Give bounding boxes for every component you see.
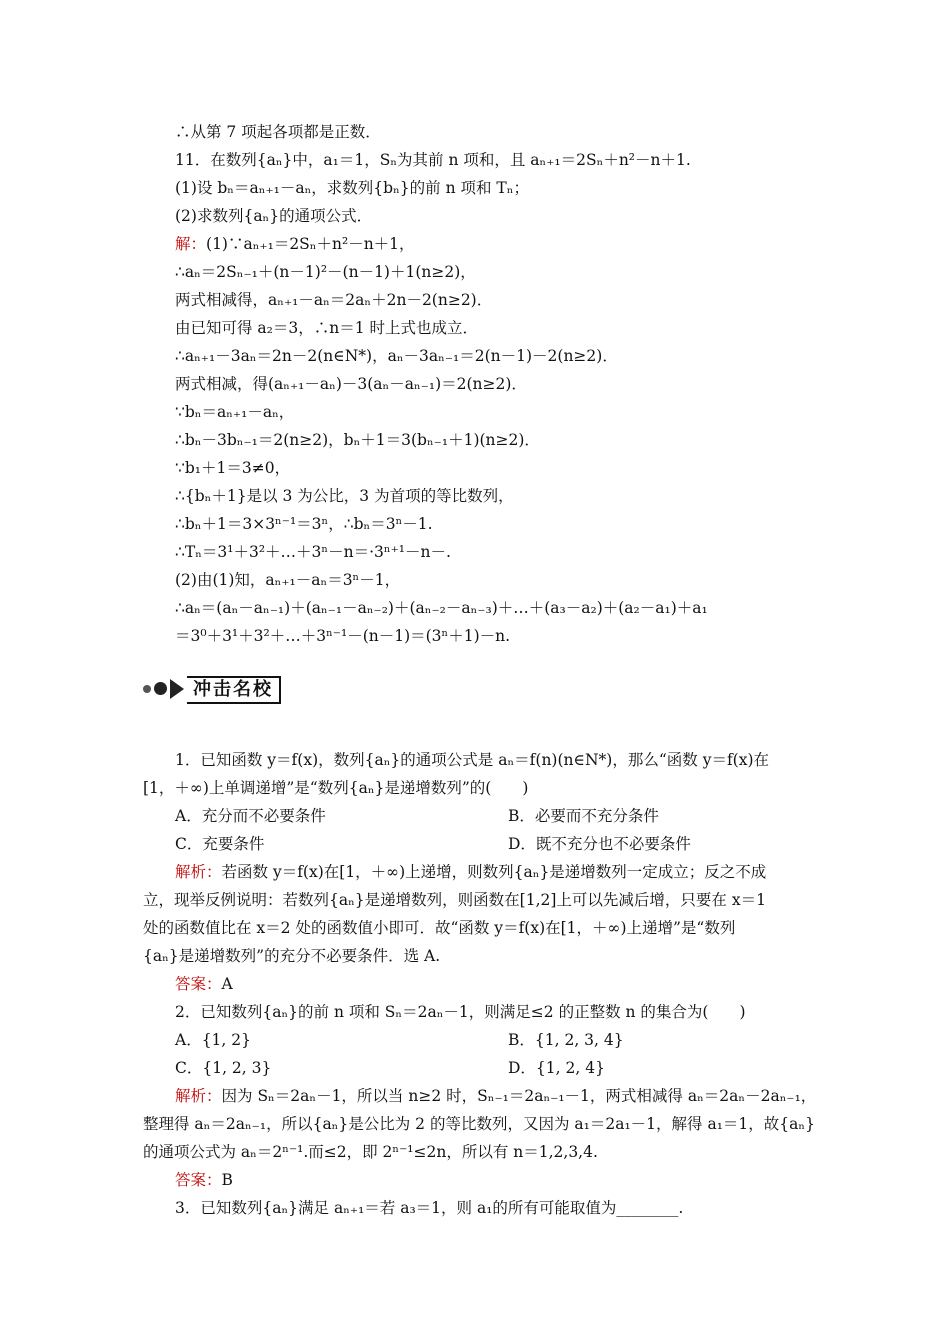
answer-value: A [221,975,233,993]
problem-11-stem: 11．在数列{aₙ}中，a₁＝1，Sₙ为其前 n 项和，且 aₙ₊₁＝2Sₙ＋n²－n＋1. [175,151,691,169]
analysis-label: 解析： [175,863,222,881]
q2-analysis-line: 的通项公式为 aₙ＝2ⁿ⁻¹.而≤2，即 2ⁿ⁻¹≤2n，所以有 n＝1,2,3,4. [143,1143,598,1161]
banner-dot-icon [143,685,151,693]
q1-option-b: B．必要而不充分条件 [508,807,659,825]
solution-line: ∴aₙ＝(aₙ－aₙ₋₁)＋(aₙ₋₁－aₙ₋₂)＋(aₙ₋₂－aₙ₋₃)＋…＋(a₃－a₂)＋(a₂－a₁)＋a₁ [175,599,708,617]
q2-analysis-line: 整理得 aₙ＝2aₙ₋₁，所以{aₙ}是公比为 2 的等比数列，又因为 a₁＝2a₁－1，解得 a₁＝1，故{aₙ} [143,1115,815,1133]
solution-line: ∴aₙ₊₁－3aₙ＝2n－2(n∈N*)，aₙ－3aₙ₋₁＝2(n－1)－2(n≥2)． [175,347,618,365]
section-banner [143,676,293,702]
solution-first-line [175,234,950,254]
problem-11-part1: (1)设 bₙ＝aₙ₊₁－aₙ，求数列{bₙ}的前 n 项和 Tₙ； [175,179,529,197]
solution-line: 两式相减得，aₙ₊₁－aₙ＝2aₙ＋2n－2(n≥2)． [175,291,493,309]
q1-option-c: C．充要条件 [175,835,265,853]
banner-dot-icon [154,682,167,695]
solution-line: ∴bₙ＋1＝3×3ⁿ⁻¹＝3ⁿ，∴bₙ＝3ⁿ－1. [175,515,433,533]
q2-option-c: C．{1, 2, 3} [175,1059,272,1077]
q3-stem: 3．已知数列{aₙ}满足 aₙ₊₁＝若 a₃＝1，则 a₁的所有可能取值为________. [175,1199,684,1217]
q1-stem-line2: [1，＋∞)上单调递增”是“数列{aₙ}是递增数列”的( ) [143,779,529,797]
solution-line: ＝3⁰＋3¹＋3²＋…＋3ⁿ⁻¹－(n－1)＝(3ⁿ＋1)－n. [175,627,511,645]
banner-title: 冲击名校 [187,676,281,704]
solution-line: ∴Tₙ＝3¹＋3²＋…＋3ⁿ－n＝·3ⁿ⁺¹－n－. [175,543,451,561]
q2-stem: 2．已知数列{aₙ}的前 n 项和 Sₙ＝2aₙ－1，则满足≤2 的正整数 n 的集合为( ) [175,1003,746,1021]
solution-line: ∴{bₙ＋1}是以 3 为公比，3 为首项的等比数列， [175,487,514,505]
answer-label: 答案： [175,975,222,993]
q2-option-a: A．{1, 2} [175,1031,251,1049]
q1-answer [175,974,950,994]
q1-option-d: D．既不充分也不必要条件 [508,835,691,853]
solution-line: ∵b₁＋1＝3≠0， [175,459,291,477]
q2-option-d: D．{1, 2, 4} [508,1059,605,1077]
q1-analysis-line: 立，现举反例说明：若数列{aₙ}是递增数列，则函数在[1,2]上可以先减后增，只要在 x＝1 [143,891,766,909]
q1-analysis-first [175,862,950,882]
analysis-text: 若函数 y＝f(x)在[1，＋∞)上递增，则数列{aₙ}是递增数列一定成立；反之不成 [221,863,767,881]
problem-11-part2: (2)求数列{aₙ}的通项公式． [175,207,373,225]
answer-label: 答案： [175,1171,222,1189]
analysis-label: 解析： [175,1087,222,1105]
solution-line: ∴aₙ＝2Sₙ₋₁＋(n－1)²－(n－1)＋1(n≥2)， [175,263,476,281]
solution-line: ∵bₙ＝aₙ₊₁－aₙ， [175,403,295,421]
solution-line: 由已知可得 a₂＝3，∴n＝1 时上式也成立． [175,319,479,337]
solution-first-text: (1)∵aₙ₊₁＝2Sₙ＋n²－n＋1， [206,235,415,253]
q1-option-a: A．充分而不必要条件 [175,807,326,825]
q2-analysis-first [175,1086,950,1106]
q1-analysis-line: {aₙ}是递增数列”的充分不必要条件．选 A. [143,947,441,965]
q1-stem-line1: 1．已知函数 y＝f(x)，数列{aₙ}的通项公式是 aₙ＝f(n)(n∈N*)，那么“函数 y＝f(x)在 [175,751,770,769]
text-line: ∴从第 7 项起各项都是正数． [175,123,381,141]
solution-line: 两式相减，得(aₙ₊₁－aₙ)－3(aₙ－aₙ₋₁)＝2(n≥2)． [175,375,527,393]
q2-option-b: B．{1, 2, 3, 4} [508,1031,624,1049]
analysis-text: 因为 Sₙ＝2aₙ－1，所以当 n≥2 时，Sₙ₋₁＝2aₙ₋₁－1，两式相减得 aₙ＝2aₙ－2aₙ₋₁， [221,1087,817,1105]
q2-answer [175,1170,950,1190]
answer-value: B [221,1171,233,1189]
solution-line: ∴bₙ－3bₙ₋₁＝2(n≥2)，bₙ＋1＝3(bₙ₋₁＋1)(n≥2)． [175,431,540,449]
solution-line: (2)由(1)知，aₙ₊₁－aₙ＝3ⁿ－1， [175,571,401,589]
banner-arrow-icon [170,679,184,699]
solution-label: 解： [175,235,207,253]
q1-analysis-line: 处的函数值比在 x＝2 处的函数值小即可．故“函数 y＝f(x)在[1，＋∞)上递增”是“数列 [143,919,736,937]
